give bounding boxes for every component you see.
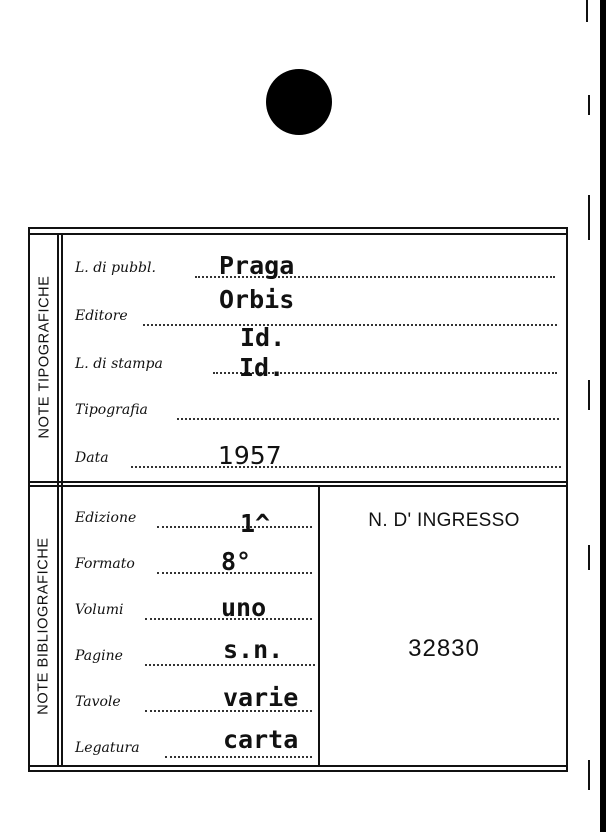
field-label: Legatura [75,740,140,756]
field-value: 1^ [240,509,271,538]
row-edizione [75,500,312,538]
field-label: Pagine [75,648,123,664]
note-bibliografiche-label: NOTE BIBLIOGRAFICHE [36,537,52,715]
field-label: Editore [75,308,128,324]
ingresso-title: N. D' INGRESSO [368,510,520,531]
field-label: Data [75,450,109,466]
label-rule-left [57,233,59,767]
ingresso-divider [318,487,320,767]
dotted-line [143,324,557,326]
field-value: s.n. [223,635,284,664]
row-volumi [75,592,312,622]
row-data [75,440,561,470]
luogo-stampa-upper-value [240,322,320,352]
edge-mark [588,380,590,410]
row-legatura [75,725,312,760]
field-label: Volumi [75,602,124,618]
bottom-inner-rule [30,765,566,767]
field-value: 1957 [218,441,282,470]
section-divider-inner [30,485,566,487]
edge-mark [586,0,588,22]
field-value: Praga [219,251,295,280]
edge-mark [588,195,590,240]
card-edge-shadow [600,0,606,832]
field-label: L. di pubbl. [75,260,156,276]
edge-mark [588,545,590,570]
field-label: Tavole [75,694,121,710]
field-value: Orbis [219,285,295,314]
top-inner-rule [30,233,566,235]
row-tipografia [75,392,559,422]
field-label: Formato [75,556,135,572]
row-formato [75,546,312,576]
dotted-line [165,756,312,758]
edge-mark [588,760,590,790]
row-luogo-pubblicazione [75,250,555,280]
ingresso-number: 32830 [408,635,480,662]
field-value: Id. [240,323,286,352]
note-tipografiche-label: NOTE TIPOGRAFICHE [36,275,53,439]
edge-mark [588,95,590,115]
field-value: 8° [221,547,252,576]
section-divider [30,481,566,483]
dotted-line [157,526,312,528]
field-value: Id. [239,353,285,382]
field-value: carta [223,725,299,754]
field-label: L. di stampa [75,356,163,372]
field-value: uno [221,593,267,622]
field-label: Tipografia [75,402,148,418]
row-pagine [75,635,315,668]
dotted-line [145,664,315,666]
dotted-line [177,418,559,420]
dotted-line [131,466,561,468]
field-value: varie [223,683,299,712]
row-tavole [75,684,312,714]
field-label: Edizione [75,510,137,526]
punch-hole [266,69,332,135]
label-rule-right [61,233,63,767]
